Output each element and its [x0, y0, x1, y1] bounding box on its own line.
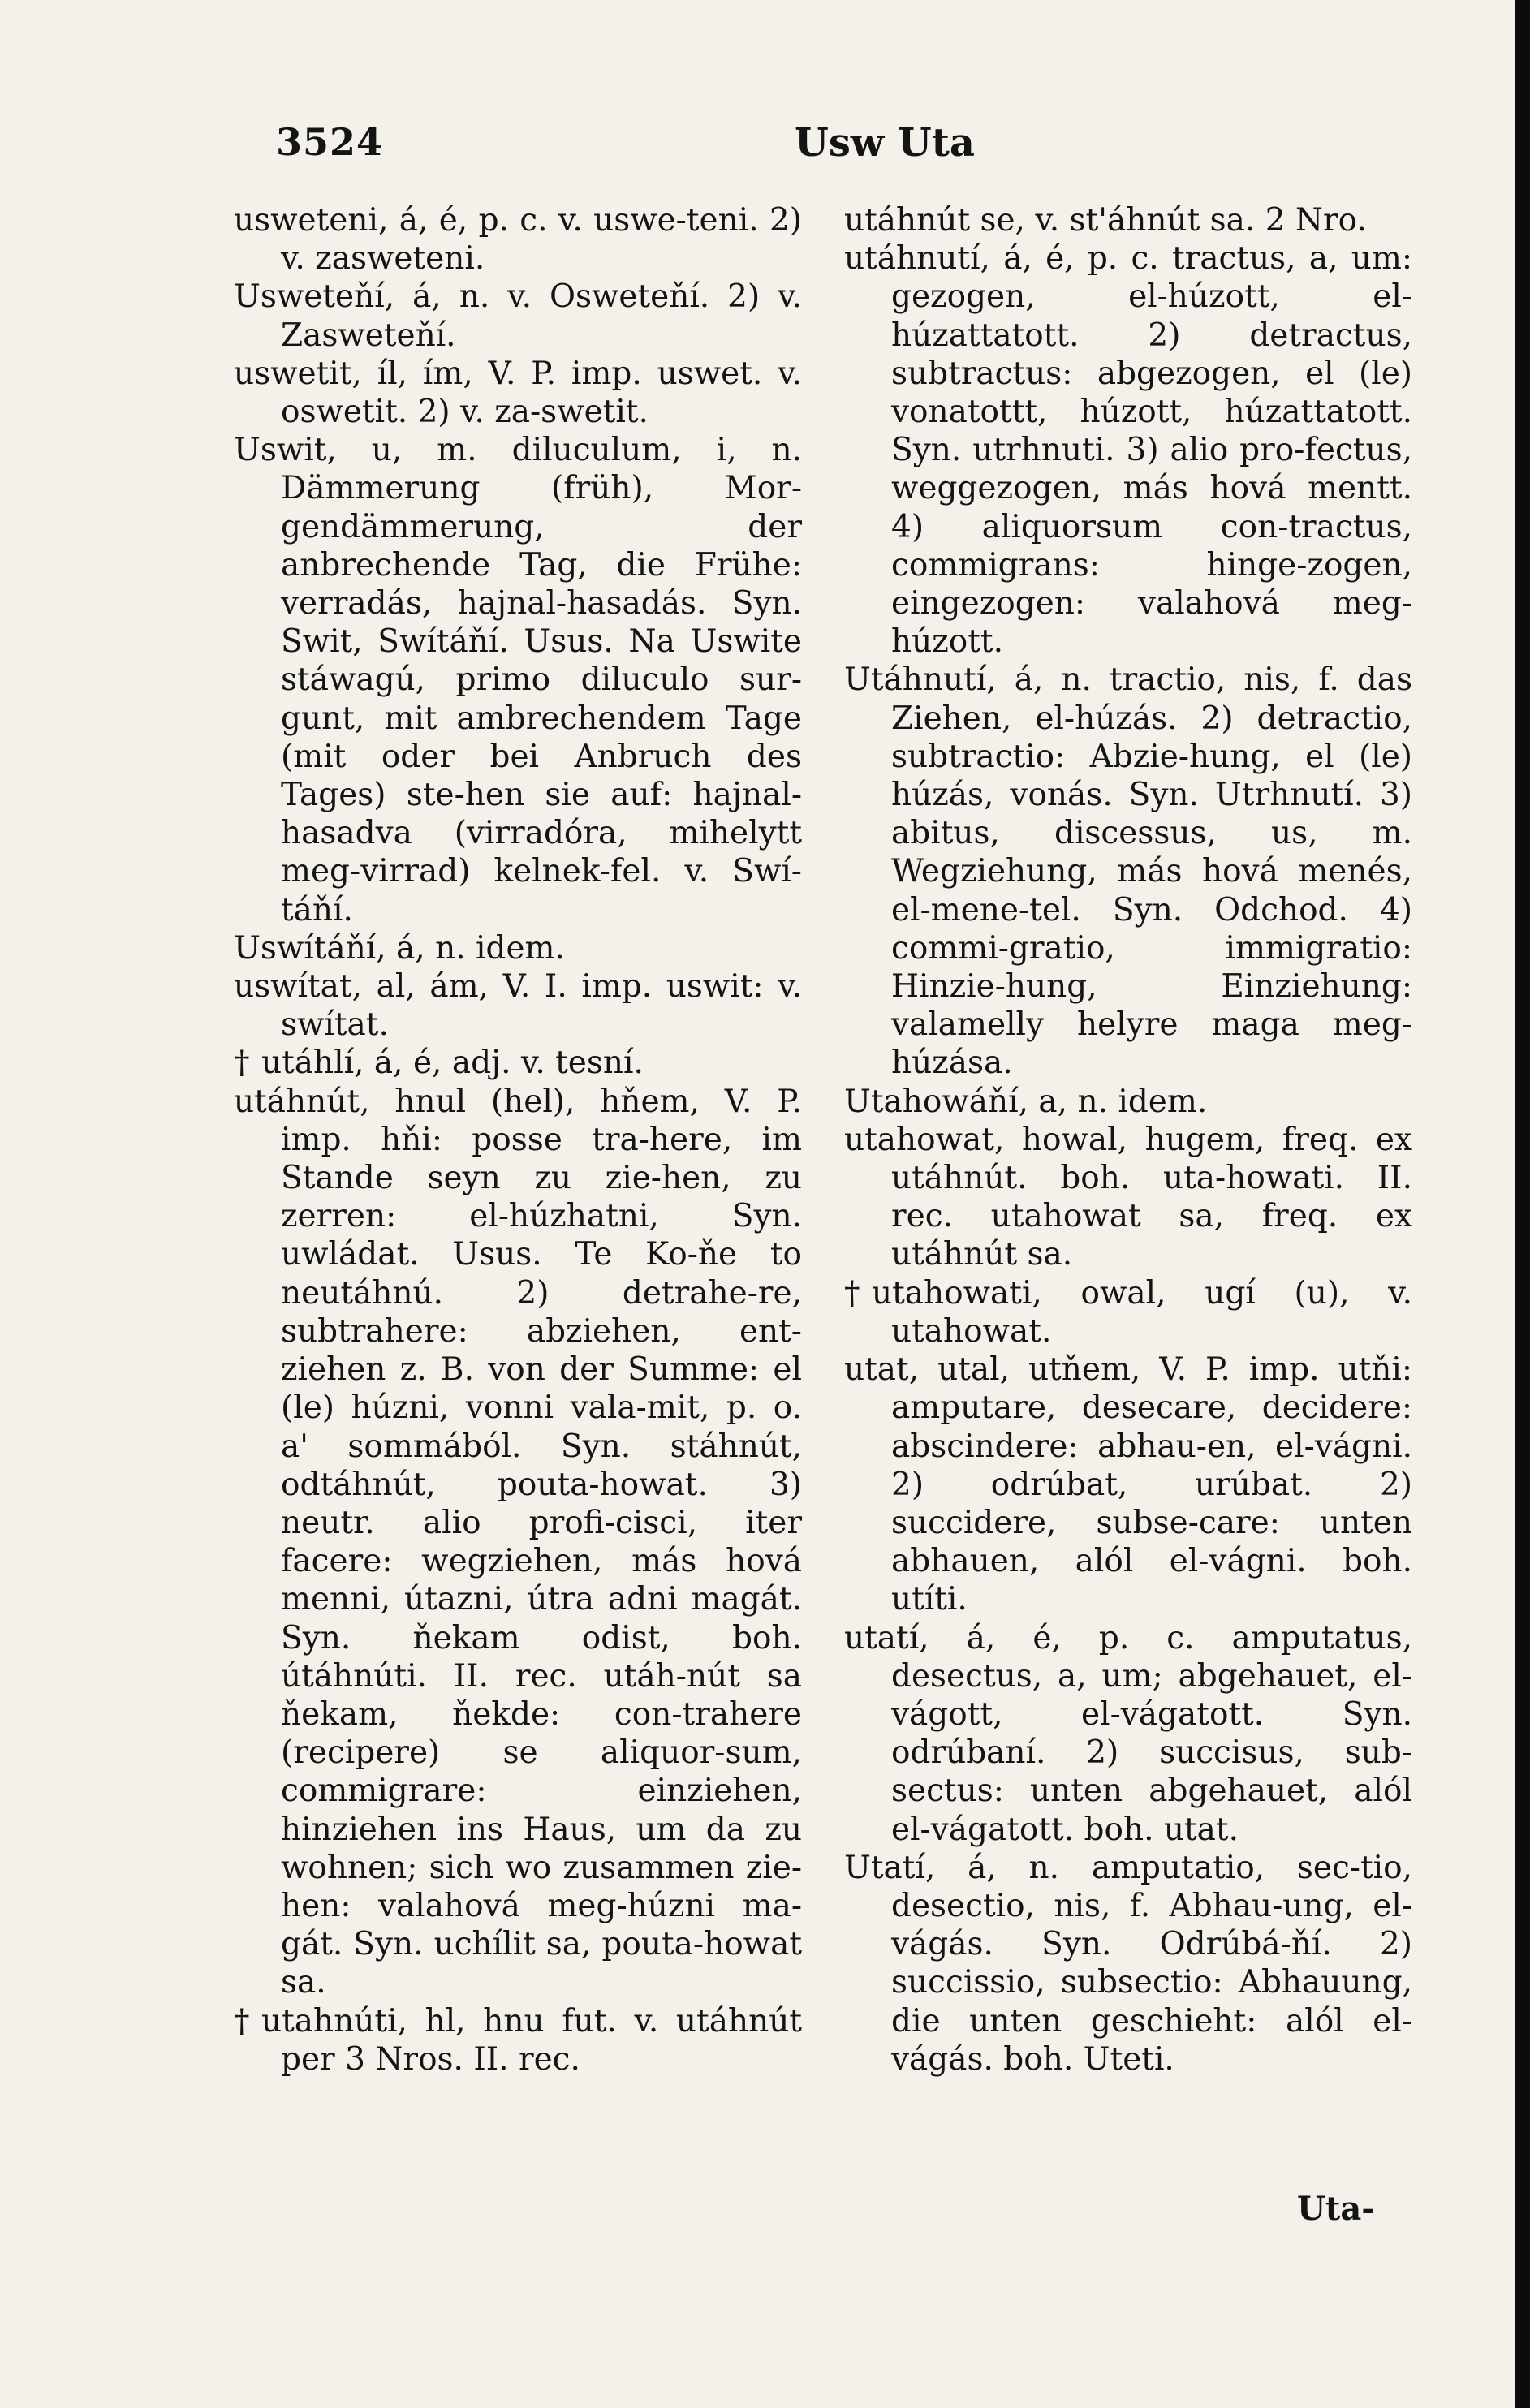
entry-text: utáhnút se, v. st'áhnút sa. 2 Nro. — [844, 202, 1367, 239]
entry-text: utatí, á, é, p. c. amputatus, desectus, a, um; abgehauet, el-vágott, el-vágatott. Syn. odrúbaní. 2) succisus, sub-sectus: unten abgehauet, alól el-vágatott. boh. utat. — [844, 1619, 1412, 1848]
entry-text: utahowati, owal, ugí (u), v. utahowat. — [872, 1274, 1412, 1350]
dictionary-entry — [844, 1619, 1412, 1849]
dictionary-entry — [234, 278, 802, 354]
dictionary-entry — [844, 1274, 1412, 1350]
entry-text: utahnúti, hl, hnu fut. v. utáhnút per 3 Nros. II. rec. — [261, 2002, 802, 2078]
catchword: Uta- — [1297, 2190, 1375, 2228]
dagger-mark: † — [844, 1274, 860, 1312]
dictionary-entry — [844, 201, 1412, 239]
page-number: 3524 — [276, 120, 384, 164]
entry-text: usweteni, á, é, p. c. v. uswe-teni. 2) v. zasweteni. — [234, 202, 802, 278]
dictionary-entry — [234, 1083, 802, 2002]
left-column — [234, 201, 802, 2238]
entry-text: Utahowáňí, a, n. idem. — [844, 1083, 1208, 1120]
entry-text: utahowat, howal, hugem, freq. ex utáhnút. boh. uta-howati. II. rec. utahowat sa, freq. ex utáhnút sa. — [844, 1121, 1412, 1273]
dictionary-entry — [234, 201, 802, 278]
dictionary-entry — [234, 2002, 802, 2078]
dictionary-entry — [234, 1044, 802, 1082]
entry-text: Utatí, á, n. amputatio, sec-tio, desectio, nis, f. Abhau-ung, el-vágás. Syn. Odrúbá-ňí. 2) succissio, subsectio: Abhauung, die unten geschieht: alól el-vágás. boh. Uteti. — [844, 1849, 1412, 2078]
dictionary-entry — [234, 929, 802, 967]
entry-text: Uswítáňí, á, n. idem. — [234, 929, 565, 967]
entry-text: utáhnút, hnul (hel), hňem, V. P. imp. hňi: posse tra-here, im Stande seyn zu zie-hen, zu zerren: el-húzhatni, Syn. uwládat. Usus. Te Ko-ňe to neutáhnú. 2) detrahe-re, subtrahere: abziehen, ent-ziehen z. B. von der Summe: el (le) húzni, vonni vala-mit, p. o. a' sommából. Syn. stáhnút, odtáhnút, pouta-howat. 3) neutr. alio profi-cisci, iter facere: wegziehen, más hová menni, útazni, útra adni magát. Syn. ňekam odist, boh. útáhnúti. II. rec. utáh-nút sa ňekam, ňekde: con-trahere (recipere) se aliquor-sum, commigrare: einziehen, hinziehen ins Haus, um da zu wohnen; sich wo zusammen zie-hen: valahová meg-húzni ma-gát. Syn. uchílit sa, pouta-howat sa. — [234, 1083, 802, 2001]
entry-text: Usweteňí, á, n. v. Osweteňí. 2) v. Zasweteňí. — [234, 278, 802, 354]
page-header — [276, 120, 1429, 177]
entry-text: utáhlí, á, é, adj. v. tesní. — [261, 1045, 644, 1082]
dictionary-entry — [234, 431, 802, 929]
entry-text: utat, utal, utňem, V. P. imp. utňi: amputare, desecare, decidere: abscindere: abhau-en, el-vágni. 2) odrúbat, urúbat. 2) succidere, subse-care: unten abhauen, alól el-vágni. boh. utíti. — [844, 1351, 1412, 1618]
dagger-mark: † — [234, 2002, 250, 2040]
entry-text: uswítat, al, ám, V. I. imp. uswit: v. swítat. — [234, 968, 802, 1044]
entry-text: Uswit, u, m. diluculum, i, n. Dämmerung (früh), Mor-gendämmerung, der anbrechende Tag, die Frühe: verradás, hajnal-hasadás. Syn. Swit, Swítáňí. Usus. Na Uswite stáwagú, primo diluculo sur-gunt, mit ambrechendem Tage (mit oder bei Anbruch des Tages) ste-hen sie auf: hajnal-hasadva (virradóra, mihelytt meg-virrad) kelnek-fel. v. Swí-táňí. — [234, 432, 802, 928]
entry-text: uswetit, íl, ím, V. P. imp. uswet. v. oswetit. 2) v. za-swetit. — [234, 355, 802, 431]
dictionary-entry — [844, 1350, 1412, 1618]
entry-text: utáhnutí, á, é, p. c. tractus, a, um: gezogen, el-húzott, el-húzattatott. 2) detractus, subtractus: abgezogen, el (le) vonatottt, húzott, húzattatott. Syn. utrhnuti. 3) alio pro-fectus, weggezogen, más hová mentt. 4) aliquorsum con-tractus, commigrans: hinge-zogen, eingezogen: valahová meg-húzott. — [844, 240, 1412, 661]
dictionary-entry — [844, 1849, 1412, 2078]
dagger-mark: † — [234, 1045, 250, 1082]
dictionary-entry — [844, 661, 1412, 1082]
dictionary-entry — [234, 967, 802, 1044]
dictionary-entry — [844, 1083, 1412, 1121]
entry-text: Utáhnutí, á, n. tractio, nis, f. das Ziehen, el-húzás. 2) detractio, subtractio: Abzie-hung, el (le) húzás, vonás. Syn. Utrhnutí. 3) abitus, discessus, us, m. Wegziehung, más hová menés, el-mene-tel. Syn. Odchod. 4) commi-gratio, immigratio: Hinzie-hung, Einziehung: valamelly helyre maga meg-húzása. — [844, 661, 1412, 1082]
page-edge-shadow — [1515, 0, 1530, 2408]
running-head: Usw Uta — [794, 120, 976, 166]
dictionary-entry — [234, 355, 802, 431]
right-column — [844, 201, 1412, 2238]
dictionary-entry — [844, 1121, 1412, 1274]
dictionary-entry — [844, 239, 1412, 661]
